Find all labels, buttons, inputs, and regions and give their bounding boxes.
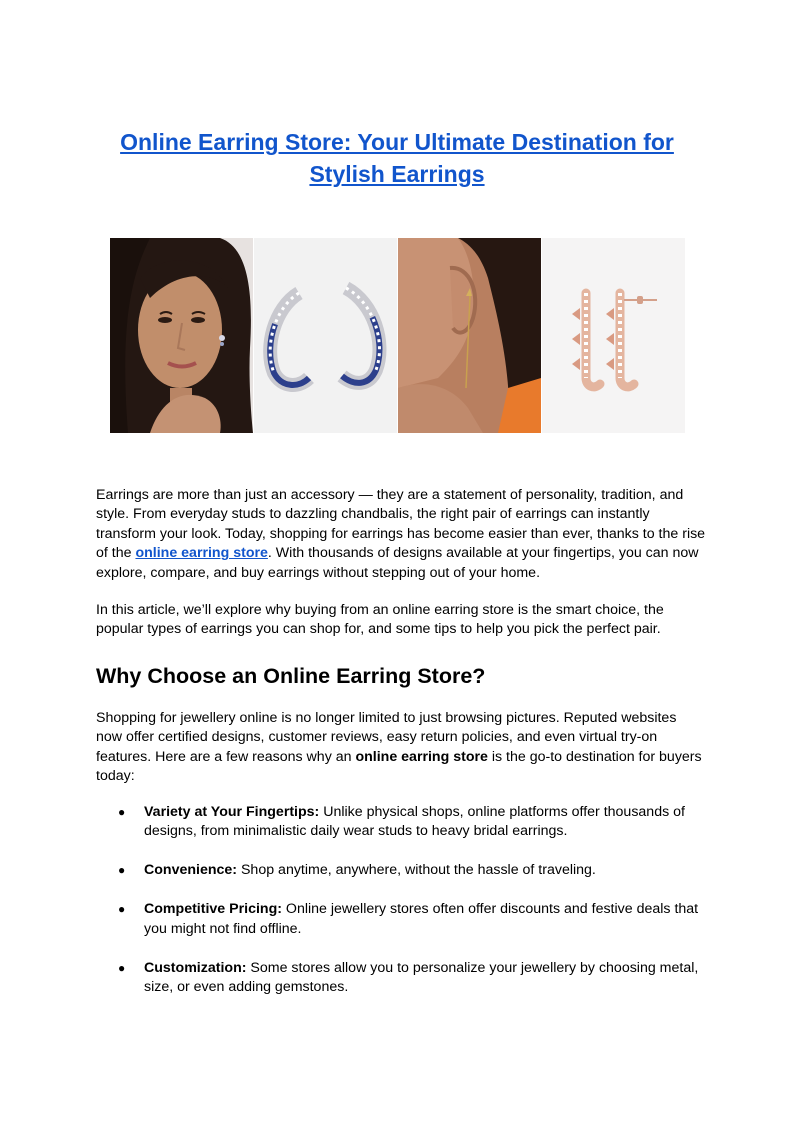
image-gold-drop-earring (398, 238, 541, 433)
page-title (96, 126, 698, 190)
bullet-icon: ● (118, 902, 126, 917)
list-item-text: Online jewellery stores often offer discounts and festive deals that you might not find offline. (144, 901, 699, 937)
list-item (96, 900, 706, 939)
image-blue-enamel-hoops (254, 238, 397, 433)
list-item-text: Some stores allow you to personalize your jewellery by choosing metal, size, or even adding gemstones. (144, 959, 699, 995)
intro-text-after: . With thousands of designs available at your fingertips, you can now explore, compare, and buy earrings without stepping out of your home. (96, 545, 699, 581)
bullet-icon: ● (118, 805, 126, 819)
list-item-label: Customization: (144, 959, 247, 976)
title-link[interactable] (120, 129, 674, 187)
section-bold-text: online earring store (355, 748, 488, 765)
list-item (96, 861, 706, 880)
section-heading: Why Choose an Online Earring Store? (96, 664, 486, 688)
title-line-1: Online Earring Store: Your Ultimate Destination for (120, 129, 674, 155)
title-line-2: Stylish Earrings (309, 161, 485, 187)
list-item-label: Convenience: (144, 862, 238, 879)
intro-paragraph (96, 486, 706, 583)
intro-text-before: Earrings are more than just an accessory — they are a statement of personality, tradition, and style. From everyday studs to dazzling chandbalis, the right pair of earrings can instantly transform your look. Today, shopping for earrings has become easier than ever, thanks to the rise of the (96, 487, 706, 562)
online-earring-store-link[interactable]: online earring store (135, 545, 268, 562)
list-item (96, 959, 706, 998)
section-text-after: is the go-to destination for buyers today: (96, 748, 702, 785)
bullet-icon: ● (118, 960, 126, 975)
list-item-text: Shop anytime, anywhere, without the hassle of traveling. (237, 862, 596, 879)
bullet-icon: ● (118, 863, 126, 878)
reasons-list (96, 803, 706, 1017)
list-item (96, 803, 706, 842)
image-strip (110, 238, 685, 433)
list-item-label: Variety at Your Fingertips: (144, 804, 320, 820)
list-item-text: Unlike physical shops, online platforms offer thousands of designs, from minimalistic daily wear studs to heavy bridal earrings. (144, 804, 685, 840)
section-text-before: Shopping for jewellery online is no longer limited to just browsing pictures. Reputed websites now offer certified designs, customer reviews, easy return policies, and even virtual try-on features. Here are a few reasons why an (96, 710, 677, 765)
image-rose-gold-spike-earrings (542, 238, 685, 433)
intro-paragraph-2: In this article, we’ll explore why buying from an online earring store is the smart choice, the popular types of earrings you can shop for, and some tips to help you pick the perfect pair. (96, 602, 664, 638)
section-paragraph (96, 709, 706, 787)
image-woman-wearing-earrings (110, 238, 253, 433)
list-item-label: Competitive Pricing: (144, 901, 282, 918)
